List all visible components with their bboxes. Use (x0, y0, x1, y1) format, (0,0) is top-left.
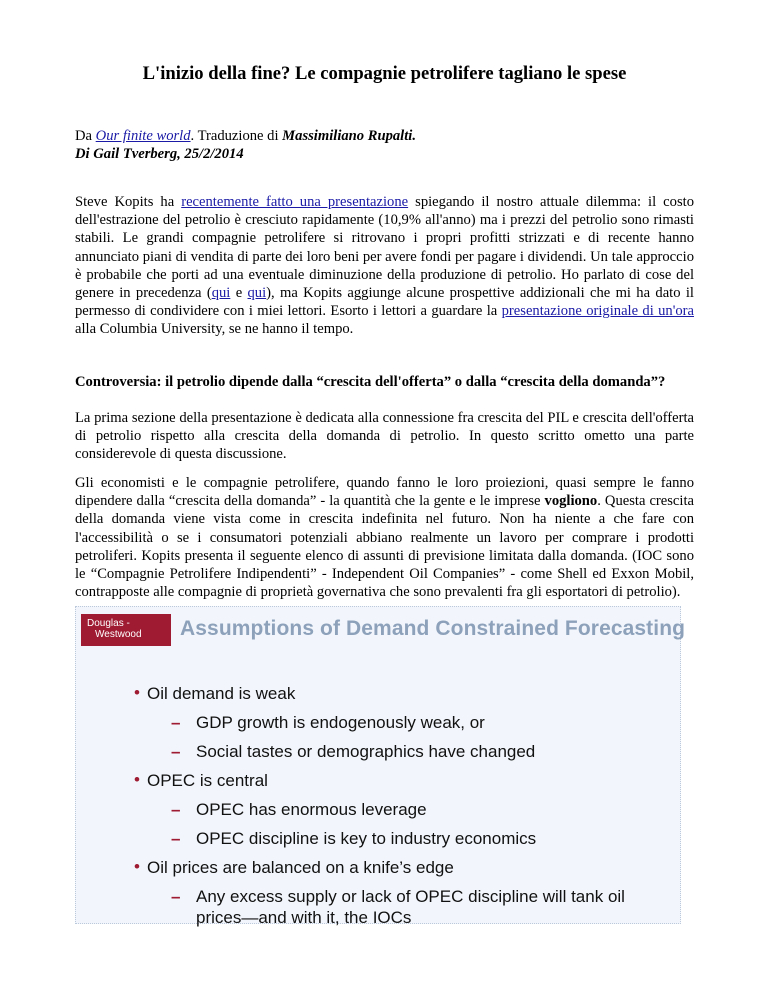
qui-link-1[interactable]: qui (211, 285, 231, 302)
p2-text-b: . Questa crescita della domanda viene vista come in crescita indefinita nel futuro. Non ha niente a che fare con l'accessibilità o se i consumatori potenziali abbiano realmente un lavoro per comprare i prodotti petroliferi. Kopits presenta il seguente elenco di assunti di previsione limitata dalla domanda. (IOC sono le “Compagnie Petrolifere Indipendenti” - Independent Oil Companies” - come Shell ed Exxon Mobil, contrapposte alle compagnie di proprietà governativa che sono prevalenti fra gli esportatori di petrolio). (75, 493, 695, 601)
p2-bold: vogliono (544, 493, 598, 510)
sub-bullet-1b: – Social tastes or demographics have changed (138, 741, 668, 762)
source-link[interactable]: Our finite world (95, 128, 191, 144)
byline (75, 127, 694, 163)
qui-link-2[interactable]: qui (247, 285, 267, 302)
bullet-3: • Oil prices are balanced on a knife’s edge (138, 857, 668, 878)
intro-text-5: alla Columbia University, se ne hanno il tempo. (75, 321, 354, 338)
section-paragraph-1: La prima sezione della presentazione è dedicata alla connessione fra crescita del PIL e crescita dell'offerta di petrolio rispetto alla crescita della domanda di petrolio. In questo scritto ometto una parte considerevole di questa discussione. (75, 410, 694, 463)
slide-image (75, 606, 686, 927)
logo-line-1: Douglas - (87, 618, 130, 629)
intro-text-3: e (230, 285, 248, 302)
sub-bullet-2a: – OPEC has enormous leverage (138, 799, 668, 820)
intro-text-4: ), ma Kopits aggiunge alcune prospettive addizionali che mi ha dato il permesso di condividere con i miei lettori. Esorto i lettori a guardare la (75, 285, 694, 320)
douglas-westwood-logo (81, 614, 171, 646)
sub-bullet-3a: – Any excess supply or lack of OPEC discipline will tank oil prices—and with it, the IOCs (138, 886, 668, 928)
section-paragraph-2 (75, 474, 694, 601)
logo-line-2: Westwood (95, 629, 142, 640)
intro-paragraph (75, 193, 694, 339)
translator-name: Massimiliano Rupalti. (282, 128, 416, 144)
section-heading: Controversia: il petrolio dipende dalla “crescita dell'offerta” o dalla “crescita della domanda”? (75, 374, 666, 390)
original-presentation-link[interactable]: presentazione originale di un'ora (501, 303, 694, 320)
presentation-link[interactable]: recentemente fatto una presentazione (181, 194, 409, 210)
bullet-1: • Oil demand is weak (138, 683, 668, 704)
author-date: Di Gail Tverberg, 25/2/2014 (75, 146, 244, 162)
p2-text-a: Gli economisti e le compagnie petrolifere, quando fanno le loro proiezioni, quasi sempre le fanno dipendere dalla “crescita della domanda” - la quantità che la gente e le imprese (75, 475, 694, 510)
sub-bullet-2b: – OPEC discipline is key to industry economics (138, 828, 668, 849)
intro-text-2: spiegando il nostro attuale dilemma: il costo dell'estrazione del petrolio è cresciuto rapidamente (10,9% all'anno) ma i prezzi del petrolio sono rimasti stabili. Le grandi compagnie petrolifere si ritrovano i propri profitti strizzati e di recente hanno annunciato piani di vendita di parte dei loro beni per avere fondi per pagare i dividendi. Un tale approccio è probabile che porti ad una eventuale diminuzione della produzione di petrolio. Ho parlato di cose del genere in precedenza ( (75, 194, 694, 302)
slide-bullet-list (138, 683, 668, 936)
byline-prefix: Da (75, 128, 96, 144)
slide-title: Assumptions of Demand Constrained Forecasting (180, 617, 686, 640)
intro-text-1: Steve Kopits ha (75, 194, 182, 210)
article-title: L'inizio della fine? Le compagnie petrolifere tagliano le spese (142, 63, 627, 84)
bullet-2: • OPEC is central (138, 770, 668, 791)
sub-bullet-1a: – GDP growth is endogenously weak, or (138, 712, 668, 733)
byline-middle: . Traduzione di (190, 128, 283, 144)
